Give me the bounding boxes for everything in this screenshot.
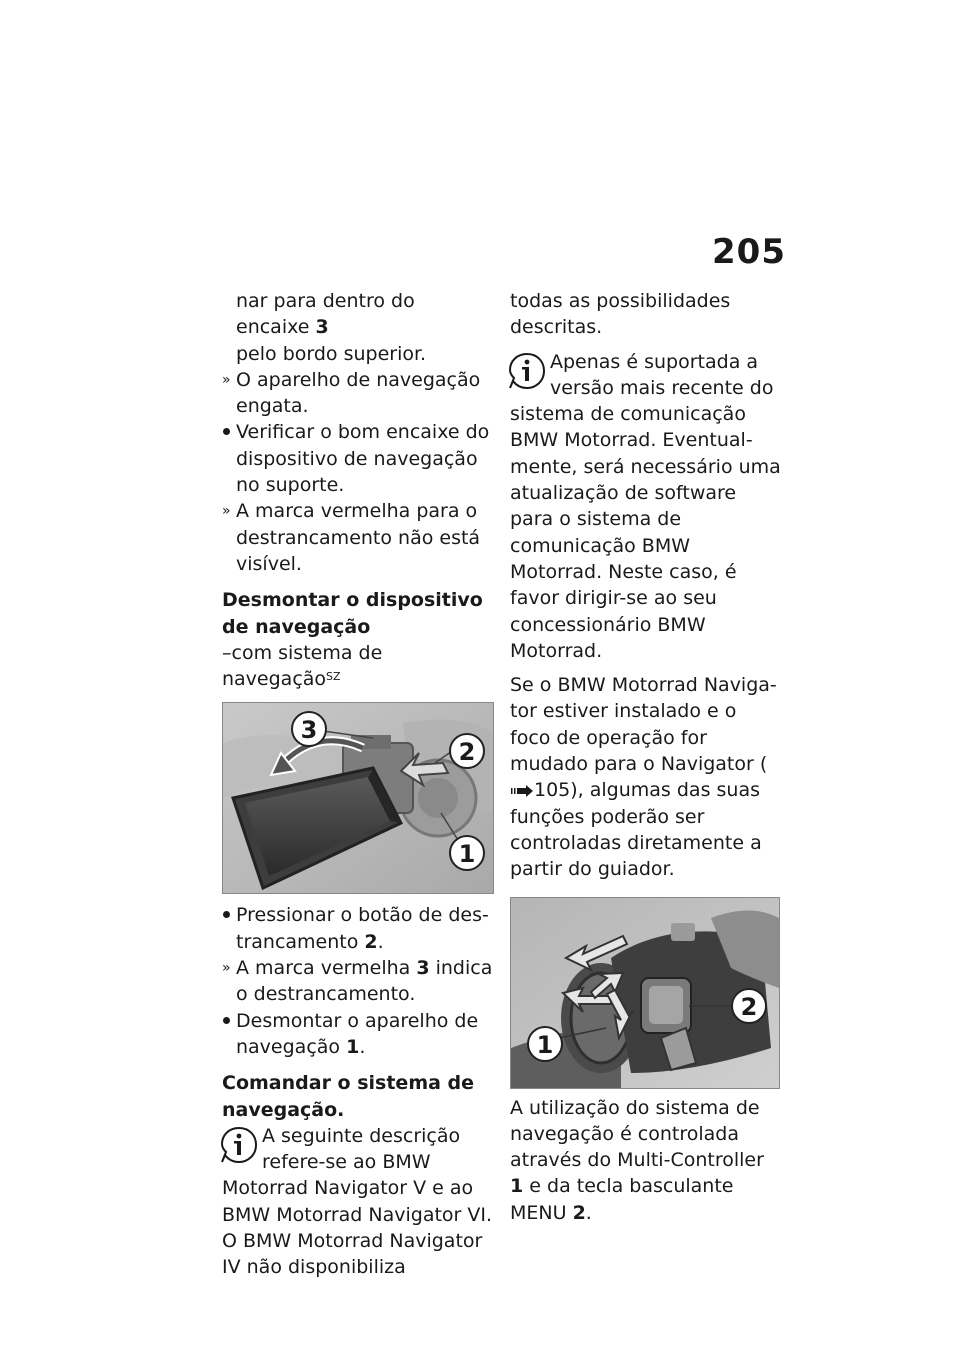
figure-multi-controller [510, 897, 780, 1089]
bullet-icon [223, 428, 230, 435]
info-note: Apenas é suportada a versão mais recente do sistema de comunicação BMW Motorrad. Eventualmente, será necessário uma atualização de software para o sistema de comunicação BMW Motorrad. Neste caso, é favor dirigir-se ao seu concessionário BMW Motorrad. [510, 350, 781, 662]
continuation-text: nar para dentro do encaixe 3 pelo bordo superior. [236, 290, 427, 365]
continuation-text: todas as possibilidades descritas. [510, 290, 731, 339]
callout-label-2: 2 [740, 992, 758, 1021]
reference-arrow-icon [510, 785, 534, 797]
right-column [510, 288, 782, 1226]
callout-label-2: 2 [458, 738, 476, 767]
navigator-paragraph: Se o BMW Motorrad Navigator estiver instalado e o foco de operação for mudado para o Navigator (105), algumas das suas funções poderão ser controladas diretamente a partir do guiador. [510, 674, 777, 881]
bullet-icon [223, 911, 230, 918]
result-item: » O aparelho de navegação engata. [222, 368, 481, 418]
step-item: Pressionar o botão de destrancamento 2. [222, 902, 494, 955]
info-note: A seguinte descrição refere-se ao BMW Motorrad Navigator V e ao BMW Motorrad Navigator VI. O BMW Motorrad Navigator IV não disponibiliza [222, 1124, 493, 1279]
bullet-icon [223, 1017, 230, 1024]
section-heading-remove: Desmontar o dispositivo de navegação [222, 589, 483, 638]
figure-caption: A utilização do sistema de navegação é controlada através do Multi-Controller 1 e da tecla basculante MENU 2. [510, 1096, 764, 1224]
callout-label-1: 1 [536, 1030, 554, 1059]
info-icon [508, 351, 546, 391]
result-chevron-icon: » [222, 960, 231, 977]
option-code: SZ [326, 670, 341, 684]
section-heading-operate: Comandar o sistema de navegação. [222, 1072, 475, 1121]
result-chevron-icon: » [222, 503, 231, 520]
option-line: –com sistema de navegação$^{SZ}$ [222, 641, 383, 691]
page-reference[interactable]: 105 [534, 779, 571, 802]
result-item: » A marca vermelha para o destrancamento não está visível. [222, 500, 481, 575]
result-item: » A marca vermelha 3 indica o destrancamento. [222, 957, 493, 1006]
info-icon [220, 1125, 258, 1165]
callout-label-1: 1 [458, 840, 476, 869]
step-item: Desmontar o aparelho de navegação 1. [222, 1008, 494, 1061]
step-item: Verificar o bom encaixe do dispositivo de navegação no suporte. [222, 419, 494, 498]
result-chevron-icon: » [222, 371, 231, 388]
callout-label-3: 3 [300, 716, 318, 745]
page-number: 205 [712, 232, 786, 272]
figure-navigator-mount [222, 702, 494, 894]
left-column [222, 288, 494, 1281]
